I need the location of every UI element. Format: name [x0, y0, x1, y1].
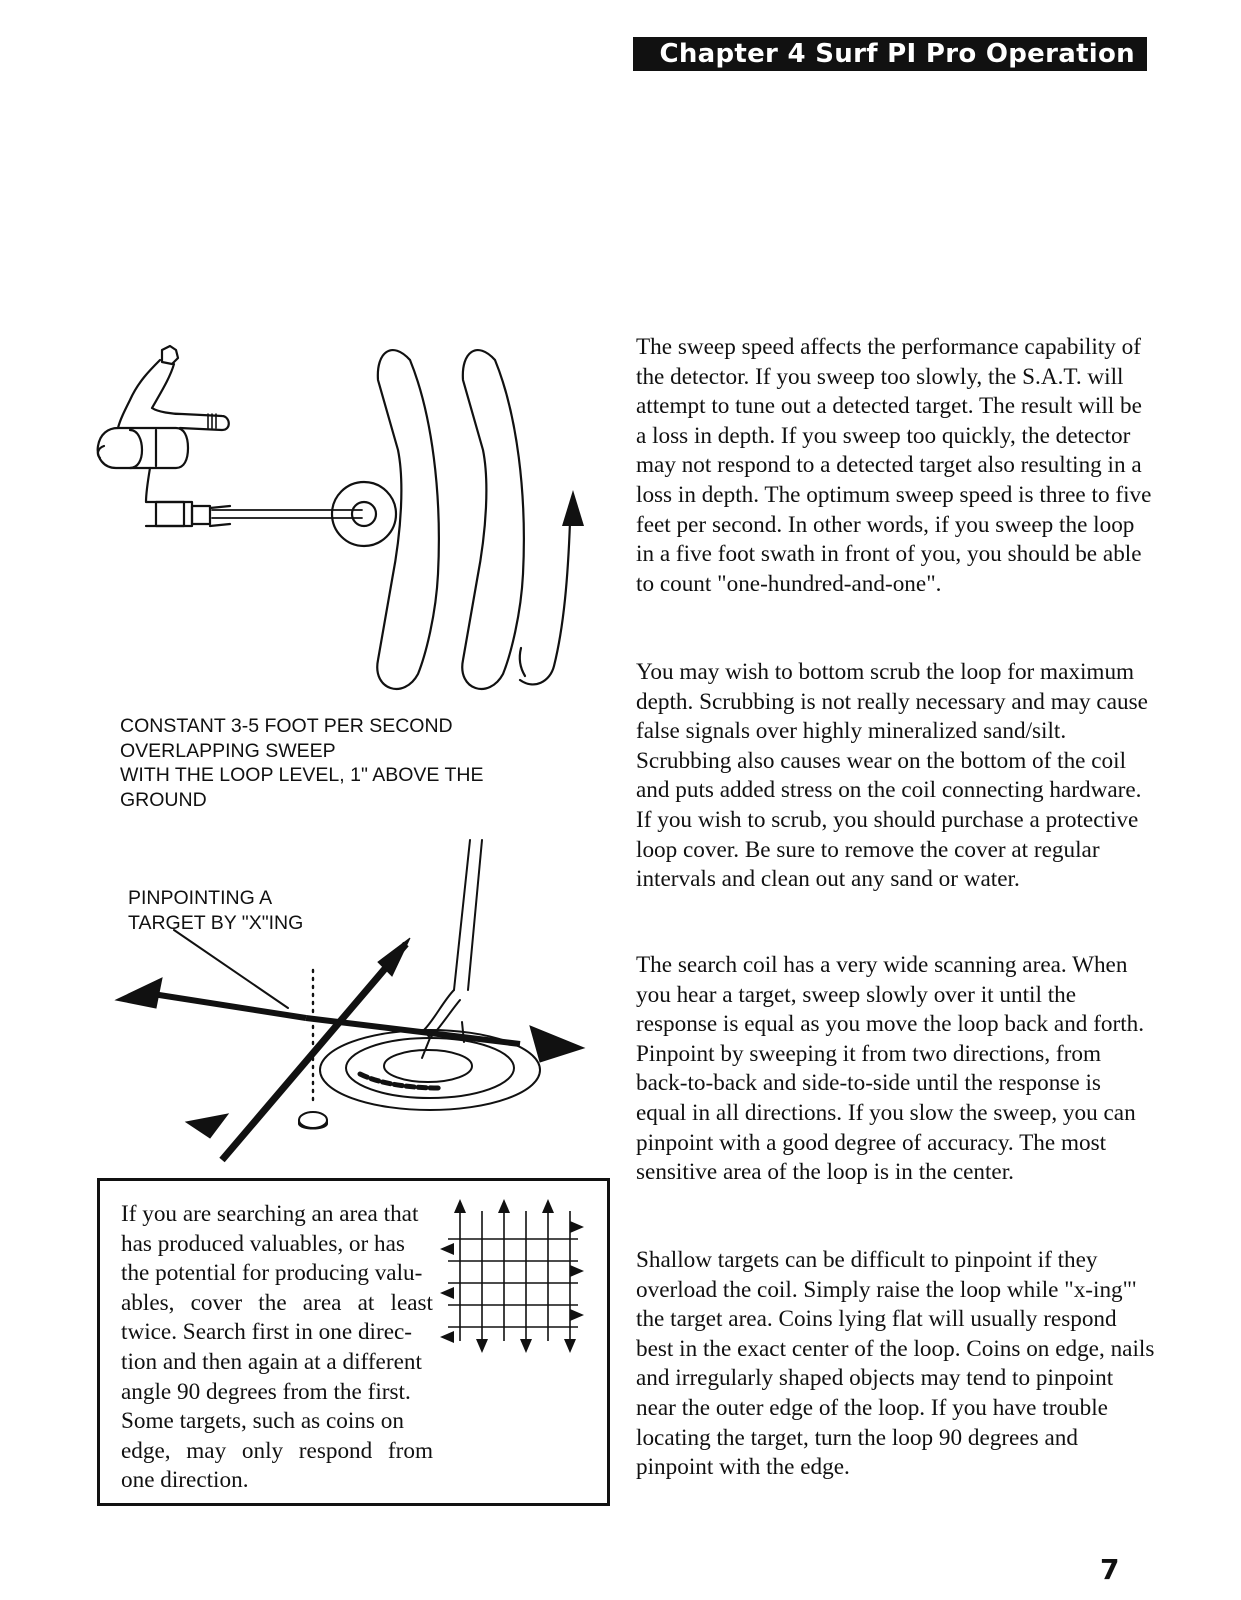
body-paragraph-2	[636, 658, 1156, 895]
tip-line: If you are searching an area that	[121, 1201, 419, 1227]
sweep-caption	[120, 714, 483, 812]
chapter-title: Chapter 4 Surf PI Pro Operation	[633, 37, 1147, 71]
tip-line: has produced valuables, or has	[121, 1230, 405, 1257]
paragraph-text: Shallow targets can be difficult to pinpoint if they overload the coil. Simply raise the loop while "x-ing"' the target area. Coins lying flat will usually respond best in the exact center of the loop. Coins on edge, nails and irregularly shaped objects may tend to pinpoint near the outer edge of the loop. If you have trouble locating the target, turn the loop 90 degrees and pinpoint with the edge.	[636, 1247, 1155, 1481]
pinpoint-illustration	[110, 830, 600, 1160]
paragraph-text: The search coil has a very wide scanning area. When you hear a target, sweep slowly over it until the response is equal as you move the loop back and forth. Pinpoint by sweeping it from two directions, from back-to-back and side-to-side until the response is equal in all directions. If you slow the sweep, you can pinpoint with a good degree of accuracy. The most sensitive area of the loop is in the center.	[636, 952, 1145, 1186]
tip-line: twice. Search first in one direc-	[121, 1319, 413, 1346]
tip-line: one direction.	[121, 1467, 249, 1494]
paragraph-text: The sweep speed affects the performance capability of the detector. If you sweep too slowly, the S.A.T. will attempt to tune out a detected target. The result will be a loss in depth. If you sweep too quickly, the detector may not respond to a detected target also resulting in a loss in depth. The optimum sweep speed is three to five feet per second. In other words, if you sweep the loop in a five foot swath in front of you, you should be able to count "one-hundred-and-one".	[636, 334, 1152, 597]
sweep-caption-line: CONSTANT 3-5 FOOT PER SECOND	[120, 715, 453, 737]
tip-line: tion and then again at a different	[121, 1348, 422, 1375]
search-grid-diagram	[438, 1191, 588, 1361]
sweep-caption-line: WITH THE LOOP LEVEL, 1" ABOVE THE	[120, 764, 484, 786]
paragraph-text: You may wish to bottom scrub the loop for maximum depth. Scrubbing is not really necessary and may cause false signals over highly mineralized sand/silt. Scrubbing also causes wear on the bottom of the coil and puts added stress on the coil connecting hardware. If you wish to scrub, you should purchase a protective loop cover. Be sure to remove the cover at regular intervals and clean out any sand or water.	[636, 659, 1148, 893]
sweep-caption-line: OVERLAPPING SWEEP	[120, 739, 336, 762]
body-paragraph-1	[636, 333, 1156, 599]
pinpoint-caption-line: TARGET BY "X"ING	[128, 911, 304, 934]
sweep-illustration	[90, 340, 610, 720]
tip-box	[97, 1178, 610, 1506]
tip-line: ables, cover the area at least	[121, 1289, 433, 1316]
body-paragraph-3	[636, 951, 1156, 1188]
tip-line: Some targets, such as coins on	[121, 1408, 404, 1435]
tip-line: angle 90 degrees from the first.	[121, 1378, 411, 1405]
pinpoint-caption-line: PINPOINTING A	[128, 887, 273, 909]
sweep-caption-line: GROUND	[120, 788, 207, 811]
tip-box-text	[121, 1200, 433, 1496]
body-paragraph-4	[636, 1246, 1156, 1483]
pinpoint-caption	[128, 886, 303, 935]
tip-line: the potential for producing valu-	[121, 1260, 423, 1287]
tip-line: edge, may only respond from	[121, 1437, 433, 1464]
page-number: 7	[1100, 1553, 1120, 1586]
